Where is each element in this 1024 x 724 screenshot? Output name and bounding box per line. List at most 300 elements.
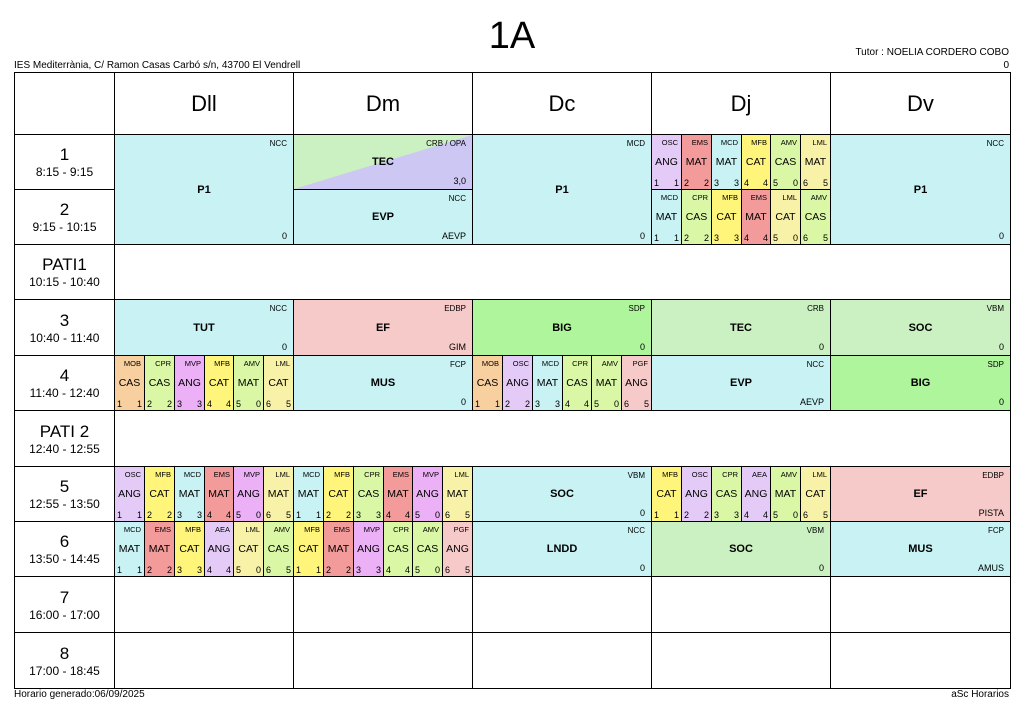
subject-code: MAT	[237, 377, 260, 389]
group-index: 0	[255, 399, 261, 409]
group-index: 2	[166, 399, 172, 409]
group-lesson[interactable]	[711, 466, 742, 522]
group-number: 3	[535, 399, 541, 409]
group-number: 2	[684, 233, 690, 243]
subject-code: CAT	[179, 543, 200, 555]
group-index: 2	[524, 399, 530, 409]
subject-code: CAS	[387, 543, 409, 555]
teacher-code: LML	[245, 525, 260, 534]
group-index: 5	[285, 510, 291, 520]
teacher-code: CPR	[364, 470, 380, 479]
period-time: 10:15 - 10:40	[29, 275, 100, 289]
group-number: 1	[654, 178, 660, 188]
tutor-name: Tutor : NOELIA CORDERO COBO	[855, 47, 1009, 58]
subject-code: TEC	[730, 321, 752, 334]
teacher-code: SDP	[987, 360, 1004, 369]
subject-code: CAS	[416, 543, 439, 555]
lesson-card[interactable]	[114, 134, 294, 245]
subject-code: MAT	[774, 488, 797, 500]
period-label	[14, 521, 115, 577]
subject-code: MAT	[655, 211, 678, 223]
group-number: 2	[147, 399, 153, 409]
group-index: 0	[255, 565, 261, 575]
group-lesson[interactable]	[651, 134, 682, 190]
group-lesson[interactable]	[562, 355, 592, 411]
group-number: 1	[296, 565, 302, 575]
tutor-sub: 0	[1003, 60, 1009, 71]
room-code: 0	[818, 563, 824, 573]
teacher-code: MVP	[363, 525, 380, 534]
room-code: 0	[639, 563, 645, 573]
group-lesson[interactable]	[293, 521, 324, 577]
lesson-card[interactable]	[830, 134, 1011, 245]
teacher-code: VBM	[627, 471, 645, 480]
group-lesson[interactable]	[711, 134, 742, 190]
subject-code: MAT	[536, 377, 559, 389]
group-number: 4	[207, 565, 213, 575]
group-index: 2	[703, 233, 709, 243]
lesson-card[interactable]	[651, 355, 831, 411]
group-lesson[interactable]	[472, 355, 503, 411]
group-index: 1	[673, 178, 679, 188]
group-number: 4	[386, 510, 392, 520]
subject-code: CAS	[148, 377, 171, 389]
lesson-card[interactable]	[651, 299, 831, 356]
period-time: 11:40 - 12:40	[29, 386, 100, 400]
subject-code: P1	[197, 183, 211, 196]
group-number: 5	[594, 399, 600, 409]
subject-code: ANG	[655, 156, 678, 168]
lesson-card[interactable]	[830, 466, 1011, 522]
subject-code: CAT	[208, 377, 230, 389]
group-index: 0	[613, 399, 619, 409]
group-lesson[interactable]	[800, 134, 831, 190]
break-row	[114, 244, 1011, 300]
teacher-code: AEA	[751, 470, 767, 479]
group-number: 1	[117, 399, 123, 409]
group-lesson[interactable]	[144, 466, 175, 522]
group-lesson[interactable]	[174, 521, 205, 577]
group-number: 5	[236, 399, 242, 409]
day-header: Dm	[293, 72, 473, 135]
group-number: 1	[117, 510, 123, 520]
lesson-card[interactable]	[293, 299, 473, 356]
lesson-card[interactable]	[830, 299, 1011, 356]
empty-slot[interactable]	[472, 576, 652, 633]
group-index: 4	[762, 178, 768, 188]
group-lesson[interactable]	[591, 355, 622, 411]
teacher-code: VBM	[806, 526, 824, 535]
teacher-code: PGF	[453, 525, 469, 534]
teacher-code: MFB	[304, 525, 320, 534]
group-lesson[interactable]	[681, 134, 712, 190]
subject-code: EVP	[729, 377, 752, 389]
teacher-code: EDBP	[982, 471, 1004, 480]
subject-code: CAS	[566, 377, 588, 389]
teacher-code: LML	[275, 470, 290, 479]
group-lesson[interactable]	[233, 521, 264, 577]
subject-code: ANG	[506, 377, 529, 389]
group-number: 4	[207, 399, 213, 409]
subject-code: CAT	[716, 211, 737, 223]
teacher-code: CPR	[692, 193, 708, 202]
lesson-card[interactable]	[472, 299, 652, 356]
group-lesson[interactable]	[263, 521, 294, 577]
group-number: 6	[803, 510, 809, 520]
group-lesson[interactable]	[800, 189, 831, 245]
group-index: 5	[822, 178, 828, 188]
subject-code: SOC	[550, 488, 574, 500]
teacher-code: LML	[454, 470, 469, 479]
teacher-code: NCC	[269, 139, 287, 148]
group-lesson[interactable]	[741, 189, 771, 245]
subject-code: ANG	[357, 543, 380, 555]
teacher-code: AEA	[214, 525, 230, 534]
group-index: 3	[554, 399, 560, 409]
group-number: 4	[565, 399, 571, 409]
group-index: 3	[375, 565, 381, 575]
group-index: 0	[434, 565, 440, 575]
subject-code: MAT	[804, 156, 827, 168]
teacher-code: NCC	[448, 194, 466, 203]
lesson-card[interactable]	[293, 134, 473, 190]
teacher-code: AMV	[273, 525, 290, 534]
period-time: 12:55 - 13:50	[29, 497, 100, 511]
group-number: 1	[654, 233, 660, 243]
day-header: Dj	[651, 72, 831, 135]
group-index: 3	[733, 178, 739, 188]
group-lesson[interactable]	[323, 466, 354, 522]
group-lesson[interactable]	[204, 466, 234, 522]
subject-code: P1	[555, 183, 569, 196]
group-number: 2	[326, 510, 332, 520]
group-lesson[interactable]	[651, 466, 682, 522]
room-code: 0	[460, 397, 466, 407]
subject-code: EF	[913, 488, 928, 500]
teacher-code: AMV	[780, 138, 797, 147]
group-index: 3	[196, 510, 202, 520]
subject-code: MAT	[387, 488, 409, 500]
subject-code: CAT	[298, 543, 319, 555]
subject-code: SOC	[729, 543, 753, 555]
group-index: 1	[136, 399, 142, 409]
group-number: 5	[773, 510, 779, 520]
group-lesson[interactable]	[353, 521, 384, 577]
group-lesson[interactable]	[323, 521, 354, 577]
room-code: 0	[639, 231, 645, 241]
footer-brand: aSc Horarios	[951, 689, 1009, 700]
room-code: 0	[639, 508, 645, 518]
group-number: 5	[773, 178, 779, 188]
group-index: 0	[434, 510, 440, 520]
subject-code: ANG	[744, 488, 768, 500]
group-number: 2	[147, 565, 153, 575]
group-number: 6	[445, 510, 451, 520]
teacher-code: AMV	[422, 525, 439, 534]
group-index: 1	[673, 510, 679, 520]
teacher-code: CPR	[393, 525, 409, 534]
group-lesson[interactable]	[800, 466, 831, 522]
subject-code: TEC	[372, 156, 394, 168]
teacher-code: CRB	[807, 304, 824, 313]
teacher-code: CPR	[155, 359, 171, 368]
group-index: 5	[822, 233, 828, 243]
teacher-code: MCD	[541, 359, 559, 368]
lesson-card[interactable]	[830, 521, 1011, 577]
group-number: 5	[415, 510, 421, 520]
group-index: 0	[792, 178, 798, 188]
subject-code: CAS	[267, 543, 290, 555]
subject-code: MAT	[178, 488, 201, 500]
teacher-code: EMS	[392, 470, 409, 479]
subject-code: EVP	[371, 211, 394, 223]
teacher-code: MCD	[626, 139, 645, 148]
empty-slot[interactable]	[114, 632, 294, 689]
teacher-code: EMS	[154, 525, 171, 534]
empty-slot[interactable]	[830, 632, 1011, 689]
group-lesson[interactable]	[233, 466, 264, 522]
subject-code: MAT	[595, 377, 618, 389]
group-number: 6	[266, 510, 272, 520]
group-lesson[interactable]	[353, 466, 384, 522]
teacher-code: MCD	[660, 193, 678, 202]
group-index: 1	[494, 399, 500, 409]
teacher-code: NCC	[986, 139, 1004, 148]
group-index: 0	[792, 510, 798, 520]
subject-code: CAT	[238, 543, 259, 555]
teacher-code: MFB	[751, 138, 767, 147]
teacher-code: MCD	[183, 470, 201, 479]
lesson-card[interactable]	[293, 355, 473, 411]
subject-code: ANG	[685, 488, 708, 500]
group-lesson[interactable]	[711, 189, 742, 245]
break-row	[114, 410, 1011, 467]
teacher-code: PGF	[632, 359, 648, 368]
group-lesson[interactable]	[412, 466, 443, 522]
lesson-card[interactable]	[114, 299, 294, 356]
group-lesson[interactable]	[681, 189, 712, 245]
group-lesson[interactable]	[293, 466, 324, 522]
day-header: Dv	[830, 72, 1011, 135]
period-label	[14, 299, 115, 356]
group-lesson[interactable]	[144, 355, 175, 411]
group-number: 4	[207, 510, 213, 520]
lesson-card[interactable]	[472, 466, 652, 522]
group-number: 4	[386, 565, 392, 575]
group-number: 4	[744, 510, 750, 520]
subject-code: CAT	[149, 488, 170, 500]
subject-code: MAT	[148, 543, 171, 555]
subject-code: EF	[375, 321, 391, 334]
room-code: AMUS	[977, 563, 1004, 573]
group-lesson[interactable]	[681, 466, 712, 522]
group-lesson[interactable]	[233, 355, 264, 411]
lesson-card[interactable]	[293, 189, 473, 245]
period-label	[14, 244, 115, 300]
subject-code: MAT	[297, 488, 320, 500]
group-index: 4	[404, 510, 410, 520]
group-lesson[interactable]	[144, 521, 175, 577]
empty-slot[interactable]	[114, 576, 294, 633]
teacher-code: CPR	[722, 470, 738, 479]
group-lesson[interactable]	[502, 355, 533, 411]
group-lesson[interactable]	[532, 355, 563, 411]
group-index: 3	[196, 399, 202, 409]
group-lesson[interactable]	[442, 521, 473, 577]
lesson-card[interactable]	[830, 355, 1011, 411]
group-number: 2	[505, 399, 511, 409]
teacher-code: NCC	[806, 360, 824, 369]
group-number: 3	[714, 510, 720, 520]
group-lesson[interactable]	[204, 355, 234, 411]
group-lesson[interactable]	[770, 134, 801, 190]
group-lesson[interactable]	[204, 521, 234, 577]
subject-code: ANG	[625, 377, 648, 389]
group-number: 5	[236, 510, 242, 520]
group-lesson[interactable]	[383, 466, 413, 522]
group-index: 3	[375, 510, 381, 520]
group-number: 4	[744, 233, 750, 243]
room-code: 0	[281, 231, 287, 241]
day-header: Dc	[472, 72, 652, 135]
room-code: 0	[998, 397, 1004, 407]
teacher-code: EMS	[750, 193, 767, 202]
teacher-code: FCP	[450, 360, 466, 369]
empty-slot[interactable]	[293, 576, 473, 633]
period-label	[14, 410, 115, 467]
teacher-code: LML	[275, 359, 290, 368]
lesson-card[interactable]	[472, 521, 652, 577]
teacher-code: MCD	[720, 138, 738, 147]
period-label	[14, 355, 115, 411]
teacher-code: MOB	[123, 359, 141, 368]
group-index: 2	[166, 565, 172, 575]
subject-code: TUT	[193, 321, 215, 334]
empty-slot[interactable]	[472, 632, 652, 689]
subject-code: P1	[913, 183, 928, 196]
group-lesson[interactable]	[741, 134, 771, 190]
period-number: PATI1	[42, 255, 87, 274]
room-code: GIM	[449, 342, 466, 352]
group-number: 2	[684, 178, 690, 188]
period-time: 13:50 - 14:45	[29, 552, 100, 566]
group-lesson[interactable]	[412, 521, 443, 577]
group-lesson[interactable]	[442, 466, 473, 522]
period-time: 8:15 - 9:15	[35, 165, 94, 179]
group-lesson[interactable]	[174, 466, 205, 522]
group-lesson[interactable]	[621, 355, 652, 411]
group-lesson[interactable]	[770, 189, 801, 245]
subject-code: MUS	[908, 543, 933, 555]
empty-slot[interactable]	[830, 576, 1011, 633]
subject-code: SOC	[908, 321, 933, 334]
subject-code: ANG	[178, 377, 201, 389]
lesson-card[interactable]	[651, 521, 831, 577]
room-code: 0	[998, 342, 1004, 352]
group-lesson[interactable]	[174, 355, 205, 411]
room-code: 0	[818, 342, 824, 352]
group-lesson[interactable]	[263, 355, 294, 411]
group-index: 0	[792, 233, 798, 243]
empty-slot[interactable]	[293, 632, 473, 689]
subject-code: CAS	[715, 488, 738, 500]
teacher-code: MFB	[662, 470, 678, 479]
subject-code: MAT	[118, 543, 141, 555]
group-index: 4	[225, 565, 231, 575]
tutor-info	[855, 46, 1009, 72]
teacher-code: OSC	[512, 359, 529, 368]
group-number: 3	[356, 510, 362, 520]
group-index: 4	[762, 510, 768, 520]
teacher-code: MCD	[302, 470, 320, 479]
teacher-code: LML	[782, 193, 797, 202]
group-lesson[interactable]	[114, 355, 145, 411]
timetable-grid	[14, 72, 1010, 688]
group-index: 1	[673, 233, 679, 243]
teacher-code: AMV	[243, 359, 260, 368]
group-number: 2	[684, 510, 690, 520]
teacher-code: MFB	[334, 470, 350, 479]
subject-code: CAT	[656, 488, 677, 500]
empty-slot[interactable]	[651, 632, 831, 689]
period-number: 6	[59, 532, 70, 551]
group-lesson[interactable]	[383, 521, 413, 577]
room-code: 3,0	[453, 176, 466, 186]
teacher-code: SDP	[628, 304, 645, 313]
teacher-code: MVP	[243, 470, 260, 479]
subject-code: MAT	[208, 488, 230, 500]
group-index: 1	[136, 510, 142, 520]
teacher-code: MFB	[155, 470, 171, 479]
group-lesson[interactable]	[651, 189, 682, 245]
group-number: 3	[714, 233, 720, 243]
teacher-code: EMS	[213, 470, 230, 479]
group-lesson[interactable]	[263, 466, 294, 522]
group-lesson[interactable]	[741, 466, 771, 522]
teacher-code: NCC	[627, 526, 645, 535]
group-number: 6	[803, 178, 809, 188]
page-title: 1A	[488, 15, 536, 57]
subject-code: BIG	[910, 377, 931, 389]
teacher-code: AMV	[601, 359, 618, 368]
period-number: 1	[59, 145, 70, 164]
period-number: 7	[59, 587, 70, 607]
group-number: 5	[236, 565, 242, 575]
teacher-code: CRB / OPA	[426, 139, 466, 148]
group-lesson[interactable]	[770, 466, 801, 522]
teacher-code: MFB	[185, 525, 201, 534]
subject-code: CAS	[685, 211, 708, 223]
group-index: 2	[703, 178, 709, 188]
lesson-card[interactable]	[472, 134, 652, 245]
group-number: 6	[266, 565, 272, 575]
group-number: 6	[445, 565, 451, 575]
subject-code: CAT	[805, 488, 826, 500]
empty-slot[interactable]	[651, 576, 831, 633]
teacher-code: AMV	[780, 470, 797, 479]
group-lesson[interactable]	[114, 521, 145, 577]
group-lesson[interactable]	[114, 466, 145, 522]
school-address: IES Mediterrània, C/ Ramon Casas Carbó s/n, 43700 El Vendrell	[14, 60, 301, 71]
period-time: 12:40 - 12:55	[29, 441, 100, 456]
teacher-code: CPR	[572, 359, 588, 368]
teacher-code: MVP	[422, 470, 439, 479]
room-code: AEVP	[799, 397, 824, 407]
subject-code: CAS	[804, 211, 827, 223]
teacher-code: OSC	[661, 138, 678, 147]
subject-code: LNDD	[546, 543, 578, 555]
group-index: 5	[285, 399, 291, 409]
